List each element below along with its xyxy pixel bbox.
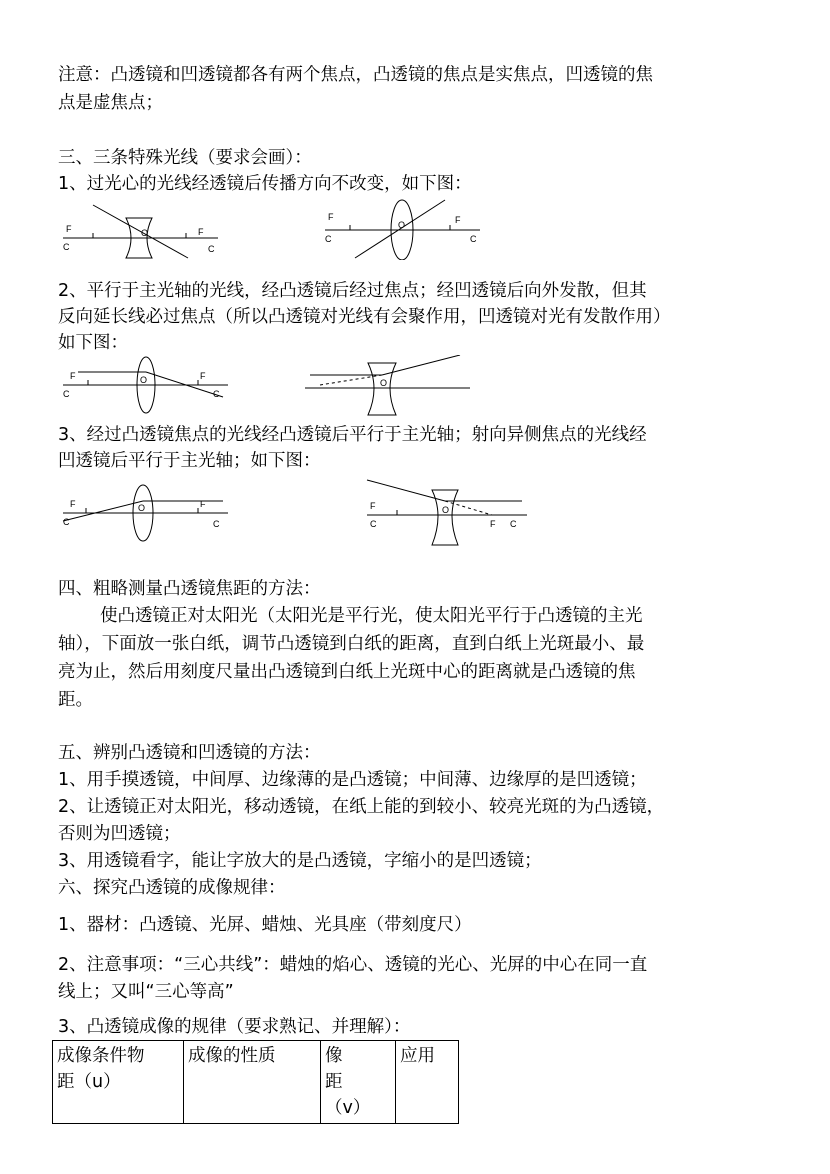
section3-item2-line2: 反向延长线必过焦点（所以凸透镜对光线有会聚作用，凹透镜对光有发散作用） <box>58 307 671 327</box>
section5-item3: 3、用透镜看字，能让字放大的是凸透镜，字缩小的是凹透镜； <box>58 851 542 871</box>
svg-text:C: C <box>63 517 70 527</box>
section5-item2-line1: 2、让透镜正对太阳光，移动透镜，在纸上能的到较小、较亮光斑的为凸透镜， <box>58 797 665 817</box>
figure-convex-focus-ray <box>58 483 233 547</box>
section3-title: 三、三条特殊光线（要求会画）： <box>58 148 312 168</box>
section5-item2-line2: 否则为凹透镜； <box>58 824 181 844</box>
svg-text:C: C <box>370 519 377 529</box>
svg-text:O: O <box>140 375 148 385</box>
section6-item1: 1、器材：凸透镜、光屏、蜡烛、光具座（带刻度尺） <box>58 915 472 935</box>
imaging-rules-table <box>52 1040 459 1124</box>
svg-text:C: C <box>213 389 220 399</box>
svg-text:O: O <box>138 503 146 513</box>
figure-convex-parallel-ray <box>58 355 233 419</box>
figure-concave-center-ray <box>58 200 228 264</box>
section6-item2-line2: 线上；又叫“三心等高” <box>58 982 234 1002</box>
svg-text:C: C <box>213 519 220 529</box>
svg-text:C: C <box>510 519 517 529</box>
label-c: C <box>63 242 70 252</box>
svg-text:O: O <box>398 220 406 230</box>
table-header-object-distance: 成像条件物 距（u） <box>53 1041 184 1124</box>
section5-title: 五、辨别凸透镜和凹透镜的方法： <box>58 743 321 763</box>
label-f: F <box>66 224 72 234</box>
section5-item1: 1、用手摸透镜，中间厚、边缘薄的是凸透镜；中间薄、边缘厚的是凹透镜； <box>58 770 647 790</box>
svg-text:C: C <box>208 244 215 254</box>
table-header-image-nature: 成像的性质 <box>184 1041 321 1124</box>
note-line-2: 点是虚焦点； <box>58 93 163 113</box>
svg-text:F: F <box>200 499 206 509</box>
svg-text:F: F <box>370 501 376 511</box>
section3-item2-line3: 如下图： <box>58 333 128 353</box>
svg-text:F: F <box>490 519 496 529</box>
figure-concave-focus-ray <box>362 475 532 551</box>
note-line-1: 注意：凸透镜和凹透镜都各有两个焦点，凸透镜的焦点是实焦点，凹透镜的焦 <box>58 65 653 85</box>
svg-text:F: F <box>198 227 204 237</box>
figure-convex-center-ray <box>320 195 490 264</box>
section6-item3: 3、凸透镜成像的规律（要求熟记、并理解）： <box>58 1017 411 1037</box>
svg-text:C: C <box>63 389 70 399</box>
svg-text:F: F <box>70 499 76 509</box>
svg-text:O: O <box>442 505 450 515</box>
section6-title: 六、探究凸透镜的成像规律： <box>58 878 286 898</box>
section4-p2: 轴），下面放一张白纸，调节凸透镜到白纸的距离，直到白纸上光斑最小、最 <box>58 634 645 654</box>
section3-item3-line2: 凹透镜后平行于主光轴；如下图： <box>58 451 321 471</box>
figure-concave-parallel-ray <box>300 355 475 424</box>
section4-p1: 使凸透镜正对太阳光（太阳光是平行光，使太阳光平行于凸透镜的主光 <box>100 606 643 626</box>
section4-title: 四、粗略测量凸透镜焦距的方法： <box>58 579 321 599</box>
svg-text:F: F <box>328 212 334 222</box>
svg-text:F: F <box>455 215 461 225</box>
section3-item1: 1、过光心的光线经透镜后传播方向不改变，如下图： <box>58 174 472 194</box>
svg-text:F: F <box>70 371 76 381</box>
table-row <box>53 1041 459 1124</box>
section3-item2-line1: 2、平行于主光轴的光线，经凸透镜后经过焦点；经凹透镜后向外发散，但其 <box>58 281 647 301</box>
section4-p4: 距。 <box>58 690 93 710</box>
svg-text:O: O <box>380 378 388 388</box>
section3-item3-line1: 3、经过凸透镜焦点的光线经凸透镜后平行于主光轴；射向异侧焦点的光线经 <box>58 425 647 445</box>
svg-text:C: C <box>470 234 477 244</box>
table-header-image-distance: 像 距 （v） <box>321 1041 396 1124</box>
section6-item2-line1: 2、注意事项：“三心共线”：蜡烛的焰心、透镜的光心、光屏的中心在同一直 <box>58 955 648 975</box>
svg-text:C: C <box>325 234 332 244</box>
label-o: O <box>141 228 149 238</box>
section4-p3: 亮为止，然后用刻度尺量出凸透镜到白纸上光斑中心的距离就是凸透镜的焦 <box>58 662 636 682</box>
table-header-application: 应用 <box>396 1041 459 1124</box>
svg-text:F: F <box>200 371 206 381</box>
